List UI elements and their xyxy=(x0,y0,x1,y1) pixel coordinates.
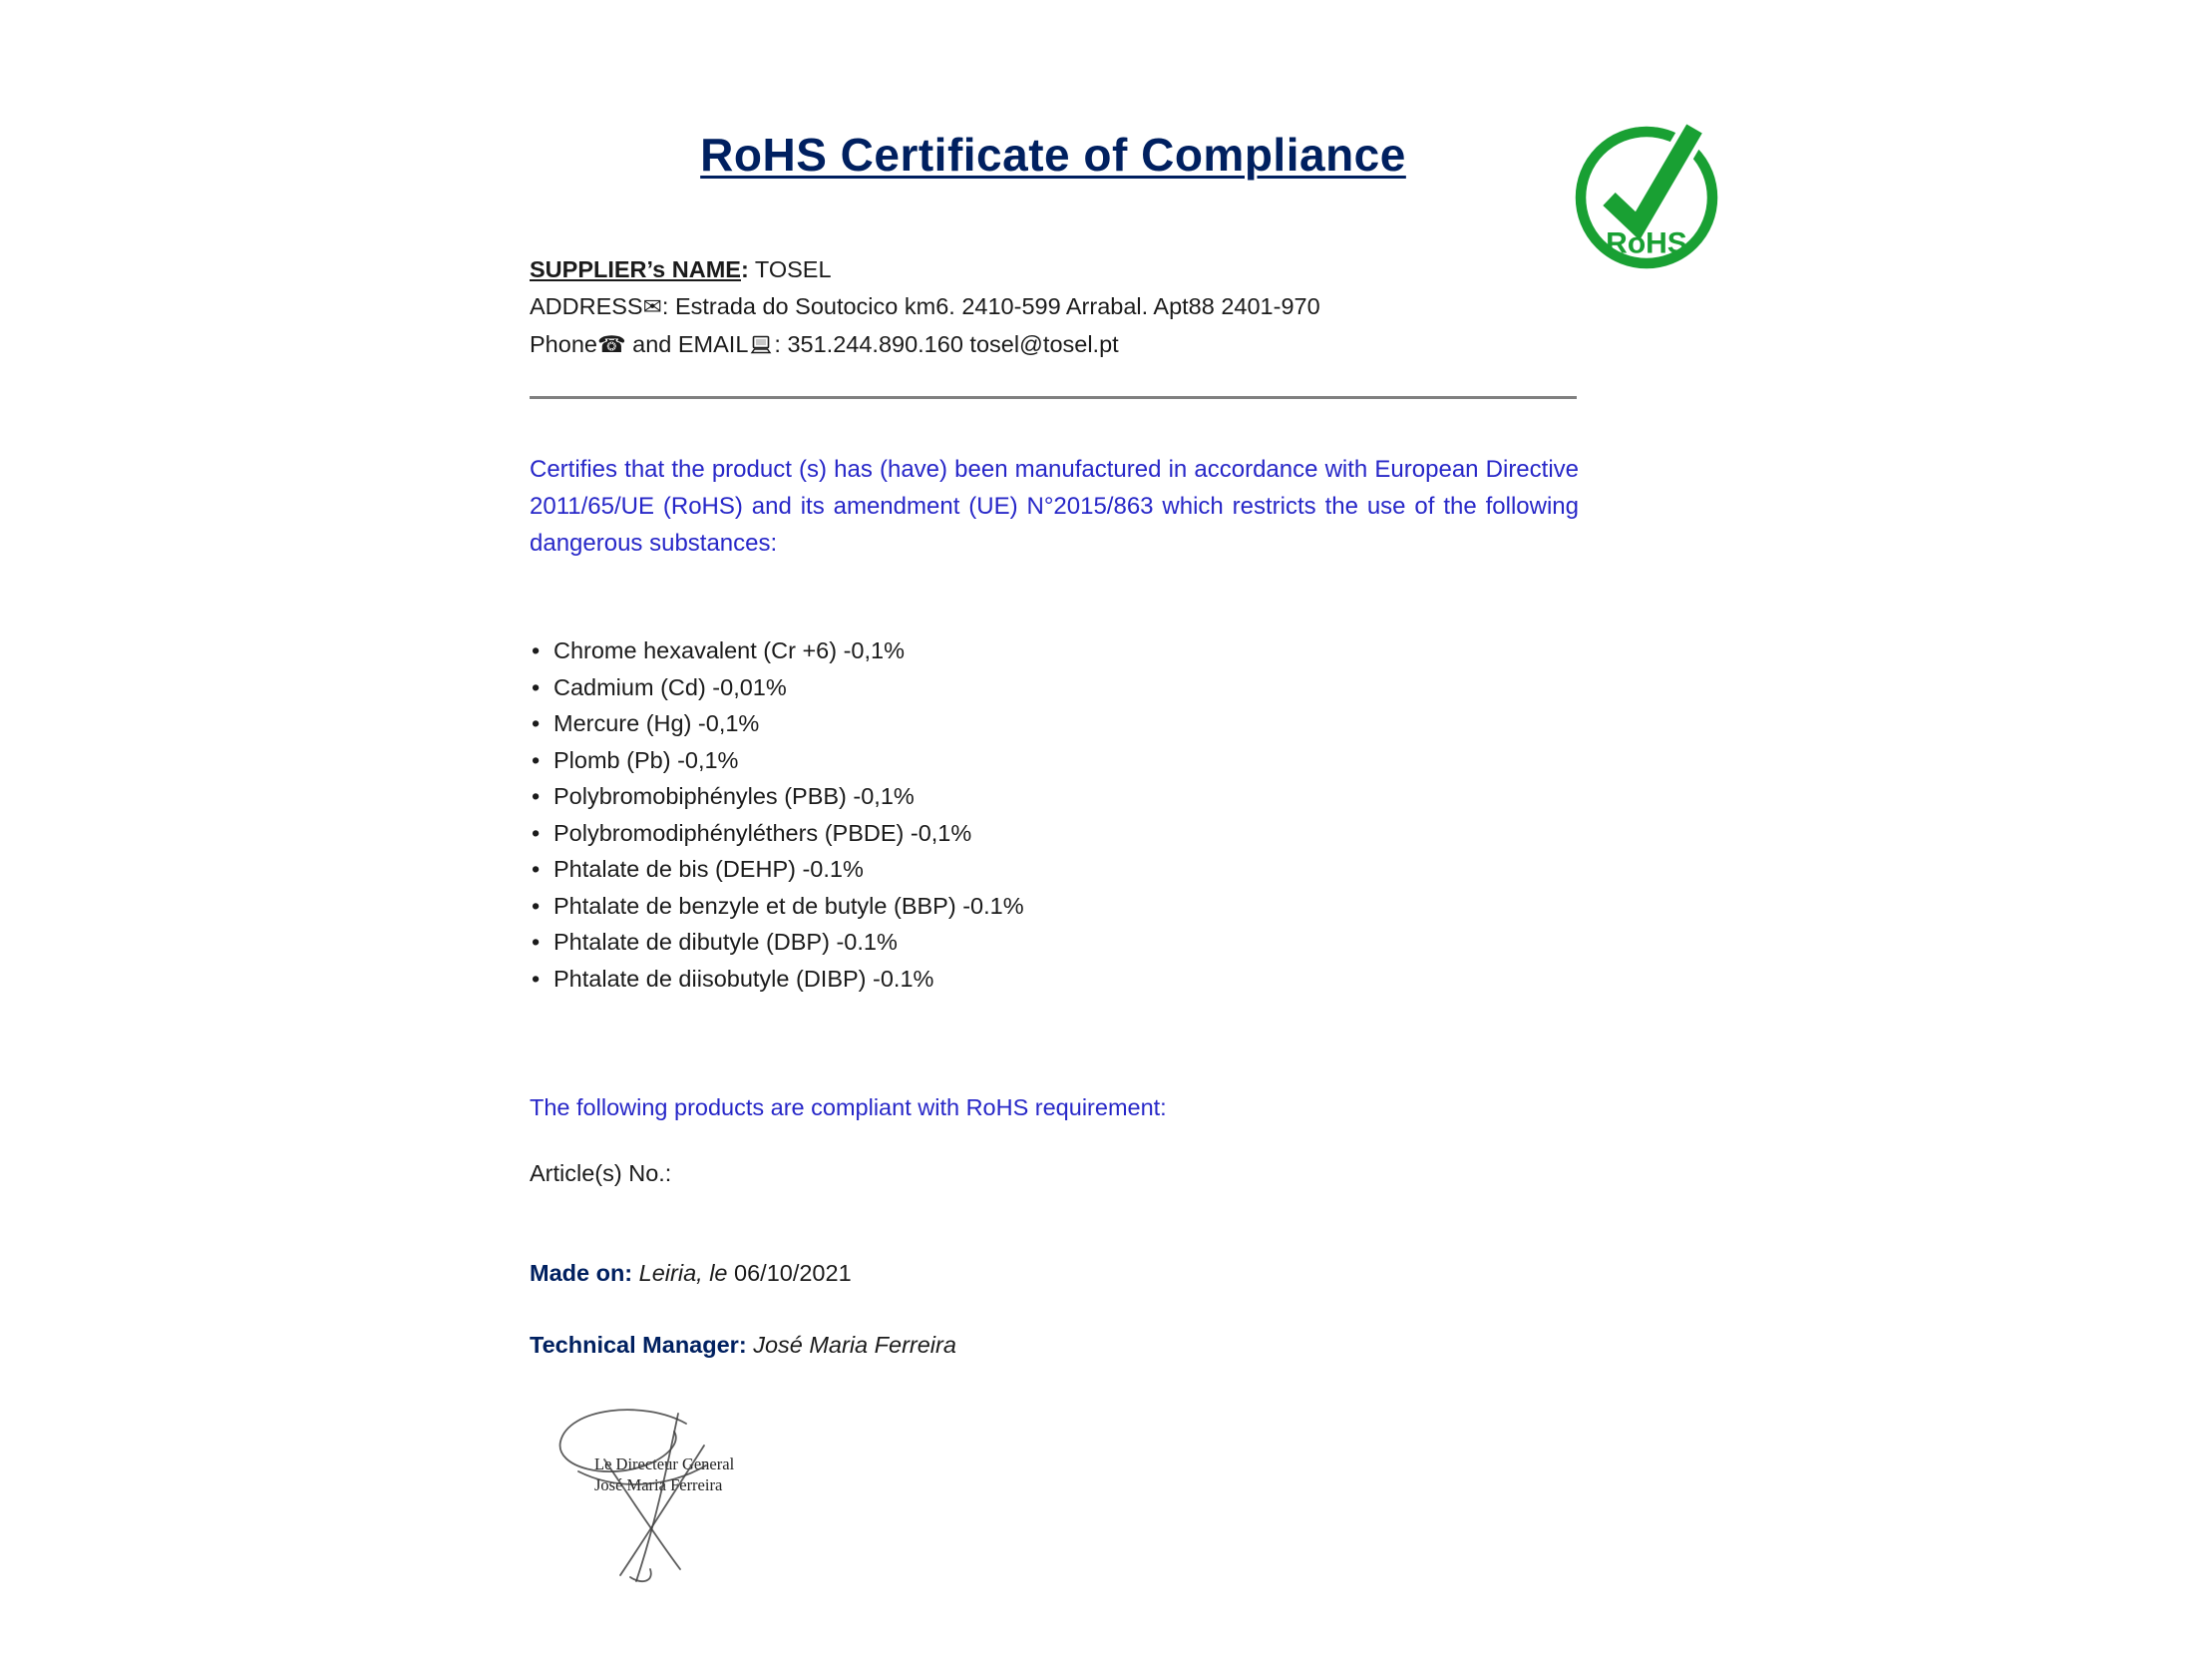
supplier-name-label: SUPPLIER’s NAME xyxy=(530,256,741,282)
made-on-line xyxy=(530,1255,852,1292)
substance-item: • Phtalate de benzyle et de butyle (BBP) -0.1% xyxy=(532,888,1024,925)
substance-item: • Polybromobiphényles (PBB) -0,1% xyxy=(532,778,1024,815)
signature-block xyxy=(539,1402,778,1586)
supplier-contact-line xyxy=(530,326,1320,364)
made-on-place: Leiria, le xyxy=(638,1260,728,1286)
substance-item: • Phtalate de diisobutyle (DIBP) -0.1% xyxy=(532,961,1024,998)
made-on-date: 06/10/2021 xyxy=(734,1260,852,1286)
signature-name: José Maria Ferreira xyxy=(594,1475,723,1494)
articles-label: Article(s) No.: xyxy=(530,1160,672,1186)
logo-label: RoHS xyxy=(1606,226,1687,260)
substances-list xyxy=(532,632,1024,997)
substance-item: • Chrome hexavalent (Cr +6) -0,1% xyxy=(532,632,1024,669)
supplier-name-colon: : xyxy=(740,256,749,282)
supplier-name-value: TOSEL xyxy=(748,256,832,282)
page-title: RoHS Certificate of Compliance xyxy=(700,129,1406,181)
certification-statement: Certifies that the product (s) has (have) been manufactured in accordance with European Directive 2011/65/UE (RoHS) and its amendment (UE) N°2015/863 which restricts the use of the following dangerous substances: xyxy=(530,456,1579,557)
supplier-name-line xyxy=(530,251,1320,288)
substance-item: • Phtalate de bis (DEHP) -0.1% xyxy=(532,851,1024,888)
substance-item: • Cadmium (Cd) -0,01% xyxy=(532,669,1024,706)
technical-manager-name: José Maria Ferreira xyxy=(753,1332,956,1358)
compliance-statement: The following products are compliant with RoHS requirement: xyxy=(530,1094,1167,1120)
computer-icon xyxy=(750,335,772,355)
divider-rule xyxy=(530,396,1577,399)
supplier-address-line xyxy=(530,288,1320,326)
address-value: : Estrada do Soutocico km6. 2410-599 Arrabal. Apt88 2401-970 xyxy=(661,293,1320,319)
technical-manager-label: Technical Manager: xyxy=(530,1332,747,1358)
signature-typed-text xyxy=(594,1453,734,1495)
substance-item: • Phtalate de dibutyle (DBP) -0.1% xyxy=(532,924,1024,961)
address-label: ADDRESS xyxy=(530,293,643,319)
signature-title: Le Directeur General xyxy=(594,1454,735,1473)
supplier-info xyxy=(530,251,1320,364)
contact-value: : 351.244.890.160 tosel@tosel.pt xyxy=(774,331,1119,357)
phone-label: Phone xyxy=(530,331,597,357)
rohs-check-logo xyxy=(1572,118,1721,277)
phone-icon: ☎ xyxy=(596,332,626,358)
rohs-logo-graphic xyxy=(1572,118,1721,277)
substance-item: • Polybromodiphényléthers (PBDE) -0,1% xyxy=(532,815,1024,852)
substance-item: • Plomb (Pb) -0,1% xyxy=(532,742,1024,779)
envelope-icon: ✉ xyxy=(642,294,662,320)
substance-item: • Mercure (Hg) -0,1% xyxy=(532,705,1024,742)
made-on-label: Made on: xyxy=(530,1260,633,1286)
email-label: and EMAIL xyxy=(625,331,749,357)
technical-manager-line xyxy=(530,1327,956,1364)
